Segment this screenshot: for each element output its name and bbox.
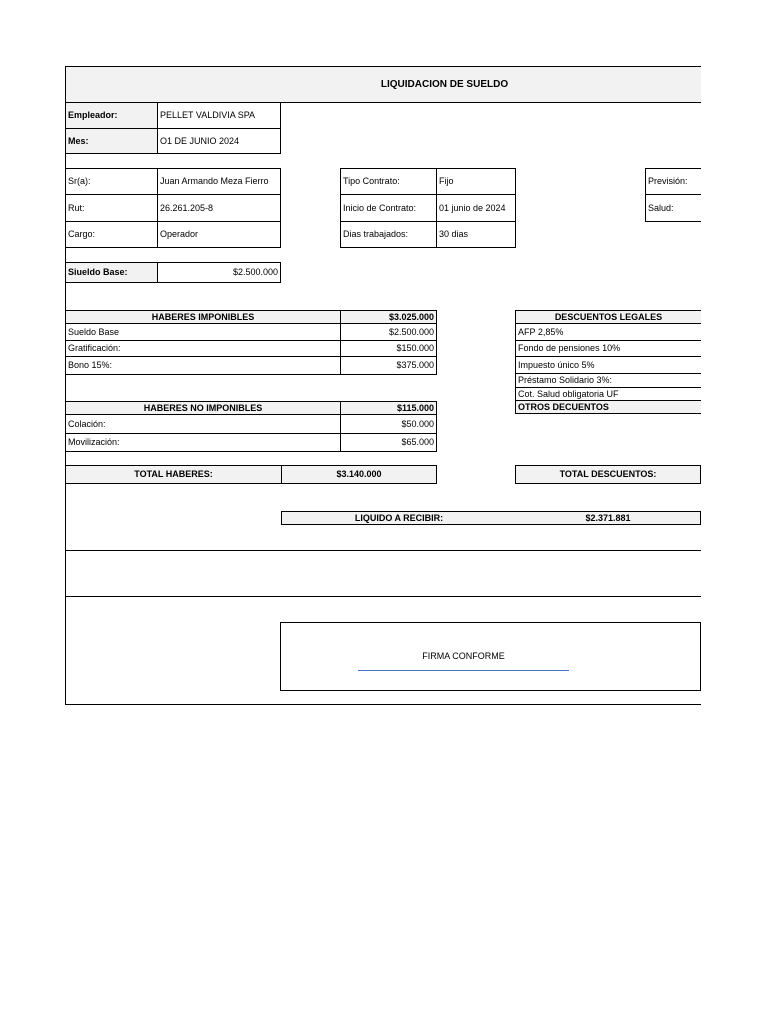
mes-value: O1 DE JUNIO 2024 <box>157 128 281 154</box>
imponible-row-label: Gratificación: <box>65 340 341 357</box>
imponible-row-value: $150.000 <box>340 340 437 357</box>
imponible-row-value: $2.500.000 <box>340 323 437 341</box>
no-imponible-row-label: Colación: <box>65 414 341 434</box>
no-imponible-row-label: Movilización: <box>65 433 341 452</box>
cargo-value: Operador <box>157 221 281 248</box>
dias-trabajados-value: 30 dias <box>436 221 516 248</box>
otros-descuentos-header: OTROS DECUENTOS <box>515 400 701 414</box>
descuentos-legales-header: DESCUENTOS LEGALES <box>515 310 701 324</box>
sueldo-base-value: $2.500.000 <box>157 262 281 283</box>
haberes-no-imponibles-total: $115.000 <box>340 401 437 415</box>
inicio-contrato-label: Inicio de Contrato: <box>340 194 437 222</box>
signature-line <box>358 670 569 671</box>
descuento-row: Préstamo Solidario 3%: <box>515 373 701 388</box>
dias-trabajados-label: Dias trabajados: <box>340 221 437 248</box>
sueldo-base-label: Siueldo Base: <box>65 262 158 283</box>
inicio-contrato-value: 01 junio de 2024 <box>436 194 516 222</box>
document-title: LIQUIDACION DE SUELDO <box>380 78 509 90</box>
empleador-value: PELLET VALDIVIA SPA <box>157 102 281 129</box>
prevision-label: Previsión: <box>645 168 701 195</box>
no-imponible-row-value: $50.000 <box>340 414 437 434</box>
mes-label: Mes: <box>65 128 158 154</box>
rut-label: Rut: <box>65 194 158 222</box>
haberes-imponibles-total: $3.025.000 <box>340 310 437 324</box>
imponible-row-label: Bono 15%: <box>65 356 341 375</box>
imponible-row-value: $375.000 <box>340 356 437 375</box>
salud-label: Salud: <box>645 194 701 222</box>
tipo-contrato-label: Tipo Contrato: <box>340 168 437 195</box>
liquido-label: LIQUIDO A RECIBIR: <box>281 511 517 525</box>
total-haberes-label: TOTAL HABERES: <box>65 465 282 484</box>
descuento-row: Cot. Salud obligatoria UF <box>515 387 701 401</box>
section-divider <box>65 550 701 551</box>
haberes-no-imponibles-header: HABERES NO IMPONIBLES <box>65 401 341 415</box>
empleador-label: Empleador: <box>65 102 158 129</box>
frame-left-line <box>65 66 66 705</box>
cargo-label: Cargo: <box>65 221 158 248</box>
total-descuentos-label: TOTAL DESCUENTOS: <box>515 465 701 484</box>
haberes-imponibles-header: HABERES IMPONIBLES <box>65 310 341 324</box>
nombre-label: Sr(a): <box>65 168 158 195</box>
descuento-row: AFP 2,85% <box>515 323 701 341</box>
rut-value: 26.261.205-8 <box>157 194 281 222</box>
imponible-row-label: Sueldo Base <box>65 323 341 341</box>
liquido-value: $2.371.881 <box>516 511 701 525</box>
nombre-value: Juan Armando Meza Fierro <box>157 168 281 195</box>
frame-bottom-line <box>65 704 701 705</box>
no-imponible-row-value: $65.000 <box>340 433 437 452</box>
descuento-row: Fondo de pensiones 10% <box>515 340 701 357</box>
firma-conforme-label: FIRMA CONFORME <box>422 650 505 661</box>
section-divider <box>65 596 701 597</box>
total-haberes-value: $3.140.000 <box>281 465 437 484</box>
tipo-contrato-value: Fijo <box>436 168 516 195</box>
descuento-row: Impuesto único 5% <box>515 356 701 374</box>
